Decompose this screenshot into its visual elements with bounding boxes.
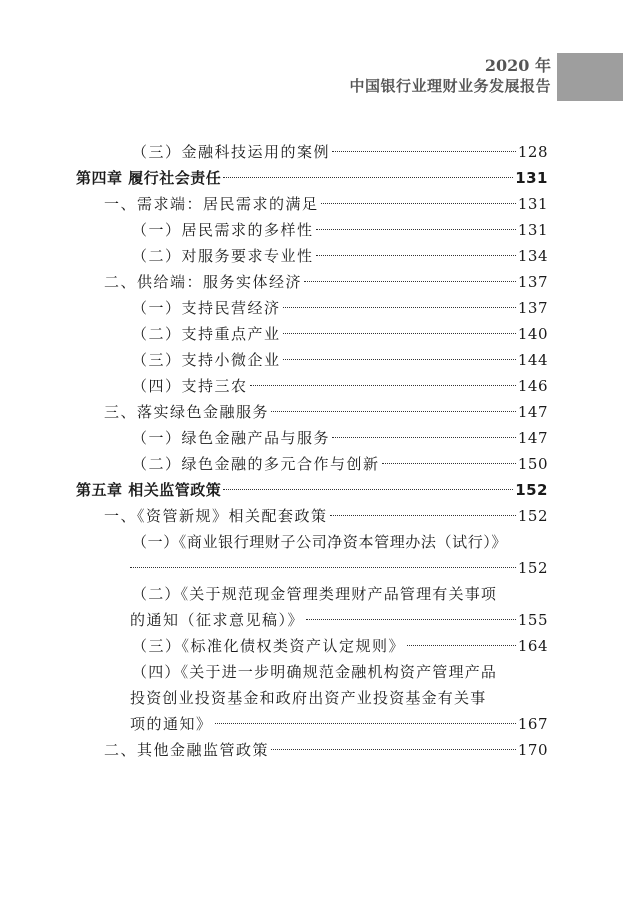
toc-entry-title: 二、其他金融监管政策 [104, 741, 270, 759]
toc-entry[interactable] [76, 347, 548, 373]
dot-leader [271, 749, 516, 750]
dot-leader [316, 229, 516, 230]
toc-entry[interactable] [76, 425, 548, 451]
toc-chapter-title: 第四章 履行社会责任 [76, 169, 222, 187]
toc-entry-title: 一、需求端：居民需求的满足 [104, 195, 319, 213]
dot-leader [321, 203, 516, 204]
toc-page-number: 155 [517, 611, 548, 629]
toc-entry[interactable] [76, 217, 548, 243]
dot-leader [330, 515, 516, 516]
toc-entry[interactable] [76, 321, 548, 347]
table-of-contents [76, 139, 548, 763]
toc-entry-title: （三）支持小微企业 [132, 351, 281, 369]
toc-entry[interactable] [76, 633, 548, 659]
toc-entry-tail [76, 555, 548, 581]
toc-page-number: 144 [517, 351, 548, 369]
dot-leader [215, 723, 516, 724]
toc-page-number: 131 [517, 221, 548, 239]
toc-page-number: 131 [515, 169, 548, 187]
toc-page-number: 152 [515, 481, 548, 499]
toc-entry-title-cont: 的通知（征求意见稿）》 [130, 611, 305, 629]
toc-page-number: 170 [517, 741, 548, 759]
toc-entry[interactable] [76, 737, 548, 763]
toc-entry[interactable] [76, 503, 548, 529]
toc-entry-title-cont: 项的通知》 [130, 715, 213, 733]
toc-page-number: 146 [517, 377, 548, 395]
header-title: 中国银行业理财业务发展报告 [349, 77, 551, 95]
toc-entry-title: （一）支持民营经济 [132, 299, 281, 317]
toc-entry-title: （一）绿色金融产品与服务 [132, 429, 331, 447]
toc-entry-title: （二）支持重点产业 [132, 325, 281, 343]
toc-entry-title: 三、落实绿色金融服务 [104, 403, 270, 421]
toc-chapter-4[interactable] [76, 165, 548, 191]
dot-leader [130, 567, 516, 568]
toc-entry[interactable] [76, 139, 548, 165]
dot-leader [316, 255, 516, 256]
toc-page-number: 131 [517, 195, 548, 213]
toc-page-number: 152 [517, 559, 548, 577]
dot-leader [250, 385, 516, 386]
toc-page-number: 128 [517, 143, 548, 161]
toc-page-number: 147 [517, 429, 548, 447]
toc-entry-title: （三）《标准化债权类资产认定规则》 [132, 637, 406, 655]
dot-leader [223, 177, 513, 178]
dot-leader [332, 151, 516, 152]
toc-entry-title: （二）绿色金融的多元合作与创新 [132, 455, 380, 473]
toc-entry[interactable] [76, 399, 548, 425]
toc-entry[interactable] [76, 191, 548, 217]
running-header [349, 56, 551, 96]
toc-entry-multiline[interactable] [76, 581, 548, 633]
toc-page-number: 152 [517, 507, 548, 525]
dot-leader [283, 359, 516, 360]
dot-leader [271, 411, 516, 412]
toc-chapter-5[interactable] [76, 477, 548, 503]
toc-chapter-title: 第五章 相关监管政策 [76, 481, 222, 499]
header-year: 2020 年 [484, 56, 551, 75]
toc-page-number: 137 [517, 273, 548, 291]
toc-page-number: 150 [517, 455, 548, 473]
toc-entry-title: （四）《关于进一步明确规范金融机构资产管理产品 [132, 663, 498, 681]
toc-entry-title: （一）居民需求的多样性 [132, 221, 314, 239]
toc-entry-title: （二）《关于规范现金管理类理财产品管理有关事项 [132, 585, 498, 603]
toc-entry[interactable] [76, 373, 548, 399]
toc-entry-multiline[interactable] [76, 659, 548, 737]
dot-leader [407, 645, 516, 646]
toc-entry-multiline[interactable] [76, 529, 548, 581]
toc-entry[interactable] [76, 269, 548, 295]
toc-page-number: 147 [517, 403, 548, 421]
dot-leader [283, 307, 516, 308]
toc-entry-tail [76, 607, 548, 633]
toc-entry-title: 一、《资管新规》相关配套政策 [104, 507, 328, 525]
toc-page-number: 140 [517, 325, 548, 343]
toc-page-number: 164 [517, 637, 548, 655]
toc-entry-title: （二）对服务要求专业性 [132, 247, 314, 265]
dot-leader [283, 333, 516, 334]
toc-page-number: 134 [517, 247, 548, 265]
dot-leader [304, 281, 516, 282]
toc-entry-title: 二、供给端：服务实体经济 [104, 273, 303, 291]
toc-entry[interactable] [76, 451, 548, 477]
toc-entry-title: （三）金融科技运用的案例 [132, 143, 331, 161]
toc-entry-title: （四）支持三农 [132, 377, 248, 395]
toc-page-number: 167 [517, 715, 548, 733]
toc-entry[interactable] [76, 243, 548, 269]
chapter-tab [557, 53, 623, 101]
toc-entry-title: （一）《商业银行理财子公司净资本管理办法（试行）》 [132, 533, 508, 551]
toc-entry[interactable] [76, 295, 548, 321]
dot-leader [382, 463, 516, 464]
toc-entry-tail [76, 711, 548, 737]
toc-page-number: 137 [517, 299, 548, 317]
dot-leader [223, 489, 513, 490]
dot-leader [306, 619, 516, 620]
toc-entry-title-cont: 投资创业投资基金和政府出资产业投资基金有关事 [130, 689, 487, 707]
dot-leader [332, 437, 516, 438]
